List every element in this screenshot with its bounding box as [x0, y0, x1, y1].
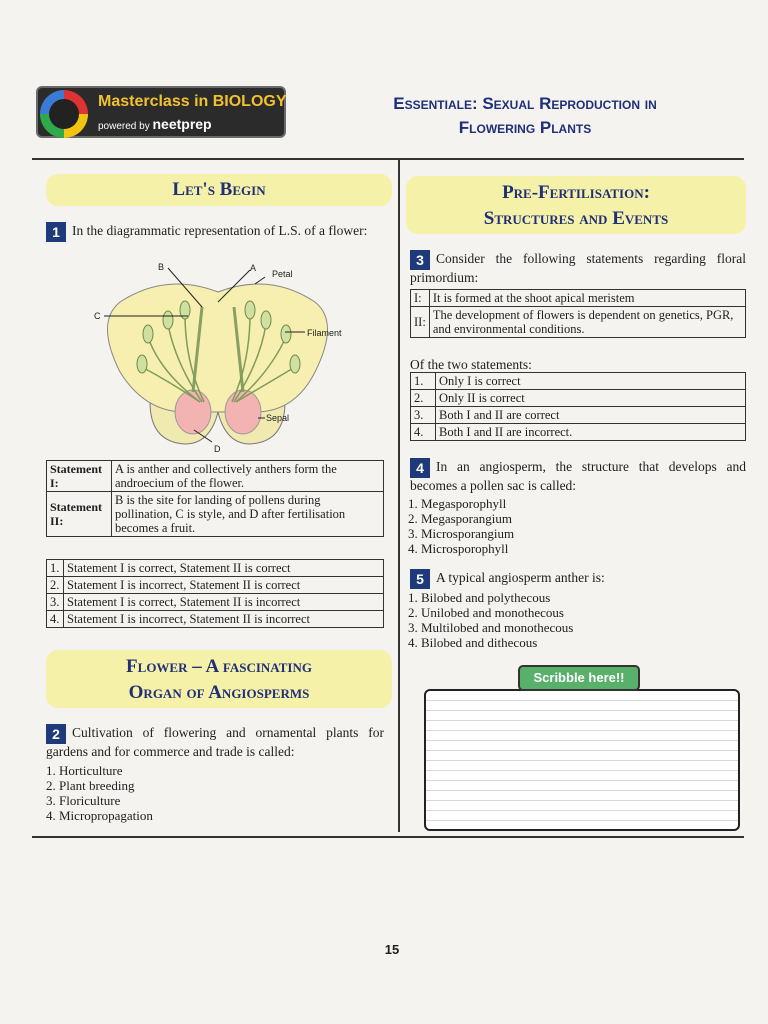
q5-options	[408, 590, 573, 650]
q2-options	[46, 763, 153, 823]
diagram-label-a: A	[250, 263, 257, 273]
petal-shape	[108, 284, 328, 412]
table-row: Statement I: A is anther and collectively anthers form the androecium of the flower.	[47, 461, 384, 492]
flower-diagram	[90, 262, 350, 454]
table-row: II: The development of flowers is dependent on genetics, PGR, and environmental conditions.	[411, 307, 746, 338]
table-row: 4. Both I and II are incorrect.	[411, 424, 746, 441]
question-number-3: 3	[410, 250, 430, 270]
table-row: 1. Only I is correct	[411, 373, 746, 390]
question-number-5: 5	[410, 569, 430, 589]
diagram-label-c: C	[94, 311, 101, 321]
table-row: 1. Statement I is correct, Statement II is correct	[47, 560, 384, 577]
question-number-4: 4	[410, 458, 430, 478]
column-divider	[398, 160, 400, 832]
footer-divider	[32, 836, 744, 838]
page-number: 15	[384, 942, 400, 957]
question-1: 1 In the diagrammatic representation of L.S. of a flower:	[46, 222, 386, 242]
table-row: Statement II: B is the site for landing of pollens during pollination, C is style, and D after fertilisation becomes a fruit.	[47, 492, 384, 537]
list-item: 2. Unilobed and monothecous	[408, 605, 564, 620]
diagram-label-filament: Filament	[307, 328, 342, 338]
list-item: 1. Horticulture	[46, 763, 123, 778]
list-item: 3. Floriculture	[46, 793, 121, 808]
diagram-label-b: B	[158, 262, 165, 272]
scribble-label: Scribble here!!	[520, 667, 638, 689]
q3-options-table	[410, 372, 746, 441]
section-banner-flower: Flower – A fascinating Organ of Angiosperms	[46, 650, 392, 708]
logo-title: Masterclass in BIOLOGY	[98, 93, 287, 110]
scribble-area[interactable]	[424, 689, 740, 831]
diagram-label-sepal: Sepal	[266, 413, 290, 423]
list-item: 2. Plant breeding	[46, 778, 135, 793]
diagram-label-petal: Petal	[272, 269, 293, 279]
list-item: 2. Megasporangium	[408, 511, 512, 526]
q3-lead: Of the two statements:	[410, 357, 532, 372]
list-item: 4. Bilobed and dithecous	[408, 635, 538, 650]
table-row: 3. Statement I is correct, Statement II is incorrect	[47, 594, 384, 611]
section-banner-lets-begin: Let's Begin	[46, 174, 392, 206]
q1-options-table	[46, 559, 384, 628]
section-banner-pre-fertilisation: Pre-Fertilisation: Structures and Events	[406, 176, 746, 234]
q1-statements-table	[46, 460, 384, 537]
table-row: 4. Statement I is incorrect, Statement II is incorrect	[47, 611, 384, 628]
table-row: 3. Both I and II are correct	[411, 407, 746, 424]
question-number-1: 1	[46, 222, 66, 242]
question-5: 5 A typical angiosperm anther is:	[410, 569, 746, 589]
table-row: 2. Only II is correct	[411, 390, 746, 407]
logo-subtitle: powered by neetprep	[98, 116, 212, 132]
q3-statements-table	[410, 289, 746, 338]
list-item: 3. Multilobed and monothecous	[408, 620, 574, 635]
logo	[38, 88, 287, 136]
question-3: 3 Consider the following statements regarding floral primordium:	[410, 251, 746, 285]
page-title: Essentiale: Sexual Reproduction in Flowering Plants	[393, 94, 657, 137]
list-item: 4. Micropropagation	[46, 808, 153, 823]
list-item: 1. Megasporophyll	[408, 496, 507, 511]
header-divider	[32, 158, 744, 160]
list-item: 1. Bilobed and polythecous	[408, 590, 551, 605]
logo-brand: neetprep	[152, 116, 212, 132]
question-2: 2 Cultivation of flowering and ornamental plants for gardens and for commerce and trade is called:	[46, 725, 384, 759]
list-item: 4. Microsporophyll	[408, 541, 509, 556]
q4-options	[408, 496, 514, 556]
question-number-2: 2	[46, 724, 66, 744]
diagram-label-d: D	[214, 444, 221, 454]
table-row: 2. Statement I is incorrect, Statement II is correct	[47, 577, 384, 594]
list-item: 3. Microsporangium	[408, 526, 515, 541]
question-4: 4 In an angiosperm, the structure that develops and becomes a pollen sac is called:	[410, 459, 746, 493]
table-row: I: It is formed at the shoot apical meristem	[411, 290, 746, 307]
logo-emblem-icon	[40, 90, 88, 138]
